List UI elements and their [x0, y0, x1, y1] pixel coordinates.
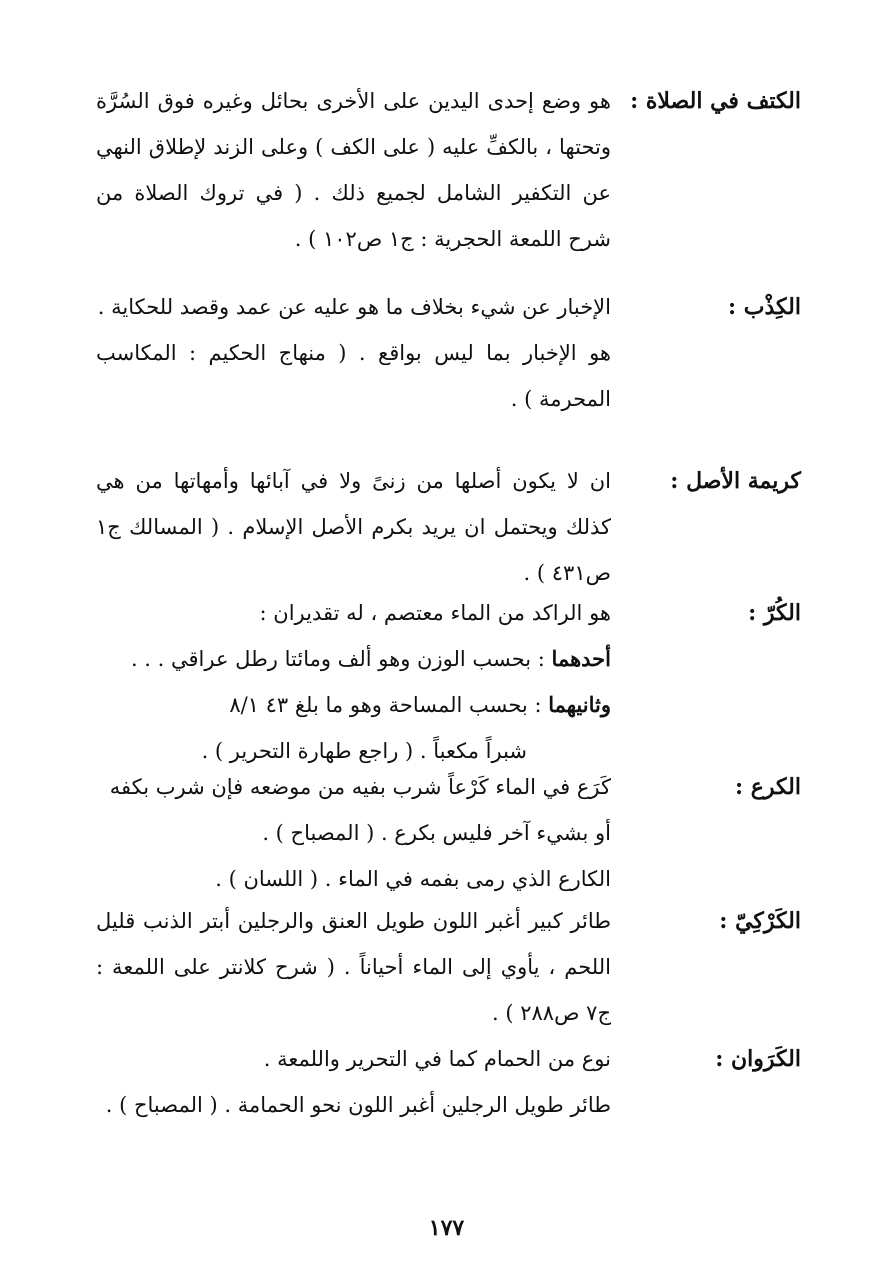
entry-definition: [96, 458, 611, 596]
entry-term: الكَرْكِيّ :: [719, 908, 801, 934]
entry-definition: [96, 590, 611, 774]
entry-term: الكَرَوان :: [715, 1046, 801, 1072]
entry-definition: [96, 1036, 611, 1128]
entry-definition: [96, 898, 611, 1036]
page-number: ١٧٧: [428, 1215, 465, 1241]
entry-definition: [96, 284, 611, 422]
entry-term: الكِذْب :: [727, 294, 801, 320]
definition-paragraph: هو وضع إحدى اليدين على الأخرى بحائل وغيره فوق السُرَّة وتحتها ، بالكفِّ عليه ( على الكف ) وعلى الزند لإطلاق النهي عن التكفير الشامل لجميع ذلك . ( في تروك الصلاة من شرح اللمعة الحجرية : ج١ ص١٠٢ ) .: [96, 89, 611, 251]
entry-term: كريمة الأصل :: [670, 468, 801, 494]
entry-term: الكُرّ :: [748, 600, 801, 626]
definition-paragraph: طائر كبير أغبر اللون طويل العنق والرجلين أبتر الذنب قليل اللحم ، يأوي إلى الماء أحياناً . ( شرح كلانتر على اللمعة : ج٧ ص٢٨٨ ) .: [96, 909, 611, 1025]
second-label: وثانيهما: [548, 692, 611, 717]
definition-paragraph: هو الإخبار بما ليس بواقع . ( منهاج الحكيم : المكاسب المحرمة ) .: [96, 341, 611, 411]
definition-paragraph: الكارع الذي رمى بفمه في الماء . ( اللسان ) .: [215, 867, 611, 891]
first-text: : بحسب الوزن وهو ألف ومائتا رطل عراقي . . .: [130, 647, 552, 671]
definition-paragraph: طائر طويل الرجلين أغبر اللون نحو الحمامة . ( المصباح ) .: [105, 1093, 611, 1117]
entry-term: الكتف في الصلاة :: [630, 88, 801, 114]
definition-paragraph: كَرَع في الماء كَرْعاً شرب بفيه من موضعه فإن شرب بكفه: [109, 775, 611, 799]
definition-paragraph: نوع من الحمام كما في التحرير واللمعة .: [263, 1047, 611, 1071]
entry-definition: [96, 78, 611, 262]
definition-second-measure: [96, 682, 611, 728]
definition-paragraph: أو بشيء آخر فليس بكرع . ( المصباح ) .: [262, 821, 611, 845]
definition-first-measure: [96, 636, 611, 682]
definition-second-continued: شبراً مكعباً . ( راجع طهارة التحرير ) .: [201, 739, 527, 763]
definition-intro: هو الراكد من الماء معتصم ، له تقديران :: [259, 601, 611, 625]
definition-paragraph: ان لا يكون أصلها من زنىً ولا في آبائها وأمهاتها من هي كذلك ويحتمل ان يريد بكرم الأصل الإسلام . ( المسالك ج١ ص٤٣١ ) .: [96, 469, 611, 585]
entry-term: الكرع :: [734, 774, 801, 800]
second-text: : بحسب المساحة وهو ما بلغ ٤٣ ٨/١: [229, 693, 549, 717]
entry-definition: [96, 764, 611, 902]
definition-paragraph: الإخبار عن شيء بخلاف ما هو عليه عن عمد وقصد للحكاية .: [97, 295, 611, 319]
first-label: أحدهما: [551, 646, 611, 671]
